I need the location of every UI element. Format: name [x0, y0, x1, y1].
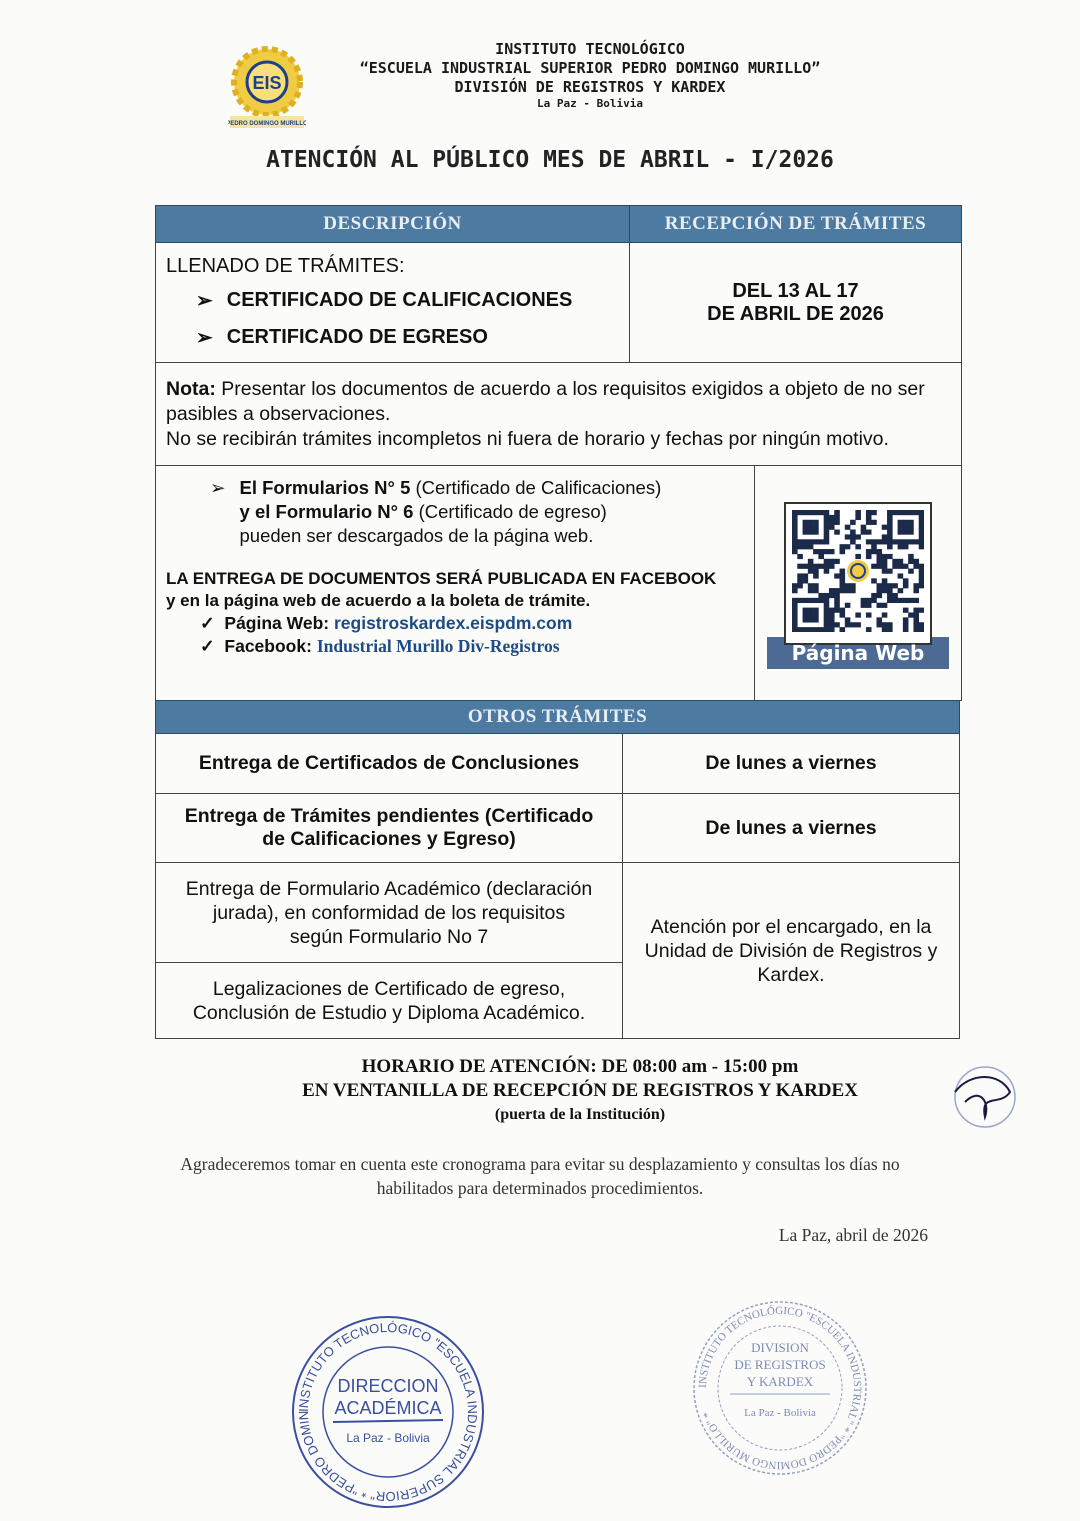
stamp-line1: DIVISION	[751, 1340, 809, 1355]
nota-label: Nota:	[166, 377, 216, 400]
facebook-link[interactable]: Industrial Murillo Div-Registros	[316, 636, 560, 656]
tramites-table	[155, 205, 962, 701]
header-line1: INSTITUTO TECNOLÓGICO	[495, 40, 685, 58]
nota-text: Presentar los documentos de acuerdo a los requisitos exigidos a objeto de no ser pasibles a observaciones.	[166, 377, 925, 425]
svg-text:PEDRO DOMINGO MURILLO: PEDRO DOMINGO MURILLO	[228, 121, 306, 127]
ventanilla-text: EN VENTANILLA DE RECEPCIÓN DE REGISTROS Y KARDEX	[302, 1080, 858, 1101]
header-location: La Paz - Bolivia	[537, 97, 643, 110]
col-header-recepcion: RECEPCIÓN DE TRÁMITES	[630, 206, 962, 243]
facebook-label: Facebook:	[224, 636, 312, 656]
otros-row-desc: Entrega de Trámites pendientes (Certificado de Calificaciones y Egreso)	[156, 794, 623, 863]
llenado-label: LLENADO DE TRÁMITES:	[166, 255, 405, 277]
stamp-division-registros	[690, 1298, 870, 1483]
nota-text2: No se recibirán trámites incompletos ni fuera de horario y fechas por ningún motivo.	[166, 427, 889, 450]
page-title: ATENCIÓN AL PÚBLICO MES DE ABRIL - I/2026	[266, 147, 834, 173]
check-icon: ✓	[200, 636, 215, 656]
signature	[940, 1062, 1030, 1137]
otros-row-when: De lunes a viernes	[623, 794, 960, 863]
header-line2: “ESCUELA INDUSTRIAL SUPERIOR PEDRO DOMINGO MURILLO”	[359, 59, 821, 77]
qr-ribbon: Página Web	[767, 637, 949, 669]
stamp-direccion-academica	[288, 1312, 488, 1517]
otros-row-desc: Legalizaciones de Certificado de egreso, Conclusión de Estudio y Diploma Académico.	[156, 963, 623, 1039]
puerta-text: (puerta de la Institución)	[494, 1106, 666, 1123]
arrow-bullet-icon: ➢	[196, 290, 213, 312]
llenado-cell	[156, 243, 630, 363]
arrow-bullet-icon: ➢	[196, 327, 213, 349]
col-header-descripcion: DESCRIPCIÓN	[156, 206, 630, 243]
entrega-text: y en la página web de acuerdo a la boleta de trámite.	[166, 591, 591, 610]
form5-text: (Certificado de Calificaciones)	[410, 477, 662, 498]
check-icon: ✓	[200, 613, 215, 633]
web-label: Página Web:	[224, 613, 330, 633]
web-link[interactable]: registroskardex.eispdm.com	[333, 613, 573, 633]
form6-label: y el Formulario N° 6	[239, 501, 414, 522]
stamp-line2: DE REGISTROS	[734, 1357, 826, 1372]
header-line3: DIVISIÓN DE REGISTROS Y KARDEX	[454, 78, 726, 96]
agradecimiento-text: Agradeceremos tomar en cuenta este cronograma para evitar su desplazamiento y consultas los días no habilitados para determinados procedimientos.	[180, 1154, 900, 1198]
horario-block	[150, 1055, 1010, 1127]
item-egreso: CERTIFICADO DE EGRESO	[226, 326, 488, 348]
nota-cell	[156, 363, 962, 466]
entrega-bold: LA ENTREGA DE DOCUMENTOS SERÁ PUBLICADA EN FACEBOOK	[166, 569, 717, 588]
otros-row-when: De lunes a viernes	[623, 734, 960, 794]
institution-header	[250, 40, 930, 111]
stamp-line2b: Y KARDEX	[746, 1374, 814, 1389]
form5-label: El Formularios N° 5	[239, 477, 411, 498]
otros-header: OTROS TRÁMITES	[156, 701, 960, 734]
item-calificaciones: CERTIFICADO DE CALIFICACIONES	[226, 289, 573, 311]
otros-row-desc: Entrega de Formulario Académico (declaración jurada), en conformidad de los requisitos según Formulario No 7	[156, 863, 623, 963]
arrow-bullet-icon: ➢	[210, 477, 226, 498]
qr-code[interactable]	[792, 510, 924, 632]
otros-tramites-table	[155, 700, 960, 1039]
stamp-line1: DIRECCION	[337, 1376, 439, 1396]
formularios-cell	[156, 466, 755, 701]
horario-text: HORARIO DE ATENCIÓN: DE 08:00 am - 15:00 pm	[361, 1056, 799, 1077]
download-text: pueden ser descargados de la página web.	[239, 525, 594, 546]
stamp-ring-text: INSTITUTO TECNOLÓGICO "ESCUELA INDUSTRIAL" * "PEDRO DOMINGO MURILLO" *	[696, 1304, 864, 1472]
stamp-line2: ACADÉMICA	[334, 1398, 442, 1418]
stamp-line3: La Paz - Bolivia	[744, 1407, 816, 1419]
qr-cell	[755, 466, 962, 701]
fecha-line1: DEL 13 AL 17	[732, 279, 859, 302]
fecha-cell	[630, 243, 962, 363]
otros-row-desc: Entrega de Certificados de Conclusiones	[156, 734, 623, 794]
svg-text:EIS: EIS	[252, 73, 282, 93]
stamp-ring-text: INSTITUTO TECNOLÓGICO "ESCUELA INDUSTRIAL SUPERIOR" * "PEDRO DOMIN	[295, 1319, 481, 1505]
form6-text: (Certificado de egreso)	[413, 501, 607, 522]
place-date: La Paz, abril de 2026	[778, 1225, 928, 1245]
fecha-line2: DE ABRIL DE 2026	[707, 302, 884, 325]
otros-row-when: Atención por el encargado, en la Unidad de División de Registros y Kardex.	[623, 863, 960, 1039]
stamp-line3: La Paz - Bolivia	[346, 1431, 430, 1445]
